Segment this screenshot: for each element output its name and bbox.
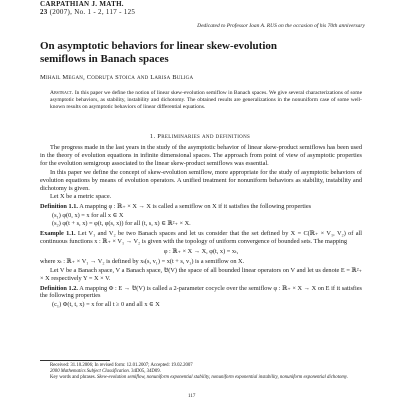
journal-issue-rest: (2007), No. 1 - 2, 117 - 125 bbox=[49, 8, 136, 16]
example-1-1-label: Example 1.1. bbox=[40, 230, 76, 238]
abstract bbox=[50, 90, 362, 110]
dedication: Dedicated to Professor Ioan A. RUS on the occasion of his 70th anniversary bbox=[197, 23, 365, 29]
section-title: 1. Preliminaries and definitions bbox=[149, 133, 251, 140]
footnote-keywords-value: Skew-evolution semiflow, nonuniform exponential stability, nonuniform exponential instability, nonuniform exponential dichotomy. bbox=[97, 375, 348, 381]
journal-volume: 23 bbox=[40, 8, 48, 16]
definition-1-1-text: A mapping φ : ℝ₊ × X → X is called a semiflow on X if it satisfies the following properties bbox=[79, 203, 312, 211]
example-1-1-display: φ : ℝ₊ × X → X, φ(t, x) = xₜ, bbox=[163, 247, 239, 255]
property-s2: (s₂) φ(t + s, x) = φ(t, φ(s, x)) for all (t, s, x) ∈ ℝ²₊ × X. bbox=[52, 220, 191, 228]
property-s1: (s₁) φ(0, x) = x for all x ∈ X bbox=[52, 212, 124, 220]
footnote-received: Received: 31.10.2006; In revised form: 12.01.2007; Accepted: 19.02.2007 bbox=[50, 363, 193, 368]
footnote-keywords bbox=[50, 375, 362, 381]
example-1-1-text: Let V₁ and V₂ be two Banach spaces and let us consider that the set defined by X = C(ℝ₊ × V₁, V₂) of all continuous functions x : ℝ₊ × V₁ → V₂ is given with the topology of uniform convergence of bounded sets. The mapping bbox=[40, 230, 363, 245]
paragraph-banach: Let V be a Banach space, V a Banach space, 𝔅(V) the space of all bounded linear operators on V and let us denote E = ℝ²₊ × X respectively Y = X × V. bbox=[40, 266, 362, 282]
property-c1: (c₁) Φ(t, t, x) = x for all t ≥ 0 and all x ∈ X bbox=[52, 301, 160, 309]
definition-1-1 bbox=[40, 203, 362, 211]
footnotes bbox=[50, 363, 362, 381]
paragraph-intro: The progress made in the last years in the study of the asymptotic behavior of linear skew-product semiflows has been used in the theory of evolution equations in infinite dimensional spaces. The approach from point of view of asymptotic properties for the evolution semigroup associated to the linear skew-product semiflows was essential. bbox=[40, 144, 362, 167]
footnote-keywords-label: Key words and phrases. bbox=[50, 375, 96, 381]
title-line-2: semiflows in Banach spaces bbox=[40, 52, 169, 65]
journal-name: CARPATHIAN J. MATH. bbox=[40, 0, 124, 8]
definition-1-1-label: Definition 1.1. bbox=[40, 203, 78, 211]
example-1-1 bbox=[40, 230, 362, 246]
paragraph-scope: In this paper we define the concept of skew-evolution semiflow, more appropriate for the study of asymptotic behaviors of evolution equations by means of evolution operators. A unified treatment for nonuniform behaviors as stability, instability and dichotomy is given. bbox=[40, 168, 362, 192]
definition-1-2 bbox=[40, 285, 362, 301]
footnote-msc-value: 34D05, 34D09. bbox=[131, 369, 161, 375]
paragraph-metric-space: Let X be a metric space. bbox=[50, 193, 112, 201]
definition-1-2-text: A mapping Φ : E → 𝔅(V) is called a 2-parameter cocycle over the semiflow φ : ℝ₊ × X → X on E if it satisfies the following properties bbox=[40, 284, 362, 300]
footnote-divider bbox=[40, 360, 110, 361]
example-1-1-where: where xₜ : ℝ₊ × V₁ → V₂ is defined by xₜ(s, v₁) = x(t + s, v₁) is a semiflow on X. bbox=[40, 257, 245, 265]
footnote-msc-label: 2000 Mathematics Subject Classification. bbox=[50, 369, 130, 375]
definition-1-2-label: Definition 1.2. bbox=[40, 284, 78, 292]
journal-issue bbox=[40, 8, 135, 16]
journal-header bbox=[40, 0, 135, 16]
page-number: 117 bbox=[188, 394, 196, 399]
title-line-1: On asymptotic behaviors for linear skew-evolution bbox=[40, 40, 278, 52]
abstract-label: Abstract. bbox=[50, 90, 74, 96]
abstract-text: In this paper we define the notion of linear skew-evolution semiflow in Banach spaces. We give several characterizations of some asymptotic behaviors, as stability, instability and dichotomy. The obtained results are generalizations in the nonuniform case of some well-known results on asymptotic behaviors of linear differential equations. bbox=[50, 90, 363, 110]
body-text bbox=[40, 144, 362, 309]
authors: Mihail Megan, Codruţa Stoica and Larisa Buliga bbox=[40, 74, 194, 81]
paper-title bbox=[40, 40, 370, 65]
